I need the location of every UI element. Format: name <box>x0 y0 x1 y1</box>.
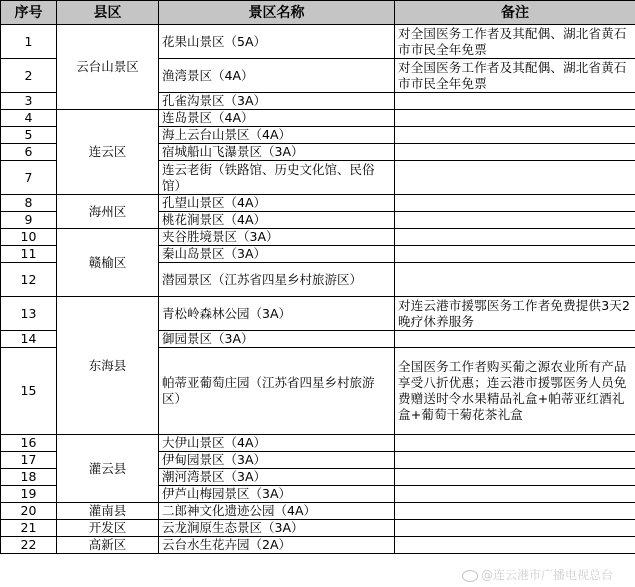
row-note: 全国医务工作者购买葡之源农业所有产品享受八折优惠；连云港市援鄂医务人员免费赠送时令水果精品礼盒+帕蒂亚红酒礼盒+葡萄干菊花茶礼盒 <box>395 348 635 435</box>
row-no: 15 <box>1 348 57 435</box>
table-row <box>1 195 635 212</box>
county-cell: 开发区 <box>57 520 159 537</box>
scenic-name: 连岛景区（4A） <box>159 110 395 127</box>
row-note: 对全国医务工作者及其配偶、湖北省黄石市市民全年免票 <box>395 59 635 93</box>
scenic-name: 花果山景区（5A） <box>159 25 395 59</box>
row-note <box>395 469 635 486</box>
header-row <box>1 1 635 25</box>
scenic-name: 潜园景区（江苏省四星乡村旅游区） <box>159 263 395 297</box>
row-note <box>395 229 635 246</box>
scenic-name: 帕蒂亚葡萄庄园（江苏省四星乡村旅游区） <box>159 348 395 435</box>
scenic-name: 秦山岛景区（3A） <box>159 246 395 263</box>
scenic-name: 夹谷胜境景区（3A） <box>159 229 395 246</box>
row-note <box>395 263 635 297</box>
scenic-name: 大伊山景区（4A） <box>159 435 395 452</box>
row-note <box>395 435 635 452</box>
scenic-name: 桃花涧景区（4A） <box>159 212 395 229</box>
row-no: 7 <box>1 161 57 195</box>
weibo-icon <box>462 570 478 582</box>
header-note: 备注 <box>395 1 635 25</box>
row-no: 14 <box>1 331 57 348</box>
row-no: 12 <box>1 263 57 297</box>
scenic-name: 二郎神文化遗迹公园（4A） <box>159 503 395 520</box>
county-cell: 灌云县 <box>57 435 159 503</box>
scenic-name: 云台水生花卉园（2A） <box>159 537 395 554</box>
table-row <box>1 435 635 452</box>
row-no: 3 <box>1 93 57 110</box>
table-row <box>1 503 635 520</box>
row-note <box>395 537 635 554</box>
row-no: 21 <box>1 520 57 537</box>
table-row <box>1 25 635 59</box>
scenic-name: 青松岭森林公园（3A） <box>159 297 395 331</box>
table-row <box>1 229 635 246</box>
row-note <box>395 520 635 537</box>
row-note <box>395 331 635 348</box>
row-no: 19 <box>1 486 57 503</box>
county-cell: 云台山景区 <box>57 25 159 110</box>
header-county: 县区 <box>57 1 159 25</box>
row-no: 16 <box>1 435 57 452</box>
table-row <box>1 537 635 554</box>
row-no: 1 <box>1 25 57 59</box>
county-cell: 高新区 <box>57 537 159 554</box>
county-cell: 东海县 <box>57 297 159 435</box>
row-no: 5 <box>1 127 57 144</box>
row-no: 4 <box>1 110 57 127</box>
row-no: 22 <box>1 537 57 554</box>
row-note <box>395 486 635 503</box>
header-no: 序号 <box>1 1 57 25</box>
county-cell: 赣榆区 <box>57 229 159 297</box>
scenic-name: 伊甸园景区（3A） <box>159 452 395 469</box>
scenic-name: 连云老街（铁路馆、历史文化馆、民俗馆） <box>159 161 395 195</box>
row-no: 11 <box>1 246 57 263</box>
row-no: 10 <box>1 229 57 246</box>
watermark-text: @连云港市广播电视总台 <box>481 568 614 582</box>
row-no: 9 <box>1 212 57 229</box>
county-cell: 灌南县 <box>57 503 159 520</box>
row-note <box>395 144 635 161</box>
scenic-name: 伊芦山梅园景区（3A） <box>159 486 395 503</box>
row-note <box>395 503 635 520</box>
row-note <box>395 246 635 263</box>
row-no: 20 <box>1 503 57 520</box>
header-name: 景区名称 <box>159 1 395 25</box>
scenic-name: 渔湾景区（4A） <box>159 59 395 93</box>
scenic-name: 云龙涧原生态景区（3A） <box>159 520 395 537</box>
table-row <box>1 297 635 331</box>
row-note <box>395 110 635 127</box>
row-no: 13 <box>1 297 57 331</box>
scenic-name: 潮河湾景区（3A） <box>159 469 395 486</box>
row-note <box>395 127 635 144</box>
watermark <box>462 566 613 583</box>
row-note: 对连云港市援鄂医务工作者免费提供3天2晚疗休养服务 <box>395 297 635 331</box>
row-note <box>395 452 635 469</box>
scenic-name: 宿城船山飞瀑景区（3A） <box>159 144 395 161</box>
row-note <box>395 93 635 110</box>
row-no: 6 <box>1 144 57 161</box>
county-cell: 海州区 <box>57 195 159 229</box>
scenic-name: 御园景区（3A） <box>159 331 395 348</box>
table-row <box>1 520 635 537</box>
row-no: 17 <box>1 452 57 469</box>
row-note <box>395 195 635 212</box>
row-note <box>395 161 635 195</box>
scenic-name: 孔雀沟景区（3A） <box>159 93 395 110</box>
row-note <box>395 212 635 229</box>
row-note: 对全国医务工作者及其配偶、湖北省黄石市市民全年免票 <box>395 25 635 59</box>
county-cell: 连云区 <box>57 110 159 195</box>
scenic-name: 孔望山景区（4A） <box>159 195 395 212</box>
row-no: 18 <box>1 469 57 486</box>
row-no: 2 <box>1 59 57 93</box>
row-no: 8 <box>1 195 57 212</box>
scenic-name: 海上云台山景区（4A） <box>159 127 395 144</box>
table-row <box>1 110 635 127</box>
